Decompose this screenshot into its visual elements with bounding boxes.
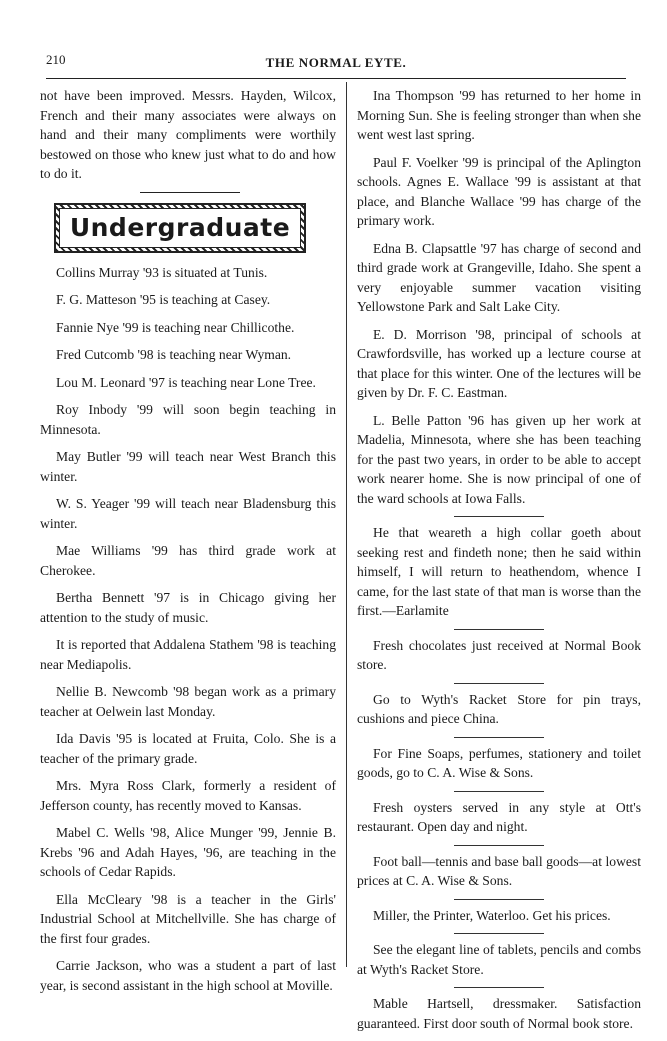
news-item: Collins Murray '93 is situated at Tunis. — [56, 264, 268, 280]
right-column — [357, 86, 641, 1041]
advertisement: Miller, the Printer, Waterloo. Get his prices. — [373, 907, 611, 923]
page-number: 210 — [46, 52, 66, 67]
separator-rule — [454, 791, 544, 792]
column-divider — [346, 82, 347, 967]
banner-title: Undergraduate — [59, 208, 301, 248]
separator-rule — [454, 933, 544, 934]
separator-rule — [454, 987, 544, 988]
news-item: It is reported that Addalena Stathem '98 is teaching near Mediapolis. — [40, 637, 336, 672]
separator-rule — [454, 845, 544, 846]
advertisement: Fresh oysters served in any style at Ott's restaurant. Open day and night. — [357, 799, 641, 834]
news-item: Mabel C. Wells '98, Alice Munger '99, Jennie B. Krebs '96 and Adah Hayes, '96, are teaching in the schools of Cedar Rapids. — [40, 825, 336, 879]
news-item: L. Belle Patton '96 has given up her work at Madelia, Minnesota, where she has been teaching for the past two years, in order to be able to accept work nearer home. She is now principal of one of the ward schools at Iowa Falls. — [357, 412, 641, 506]
separator-rule — [454, 737, 544, 738]
undergraduate-banner — [54, 203, 306, 253]
advertisement: Foot ball—tennis and base ball goods—at lowest prices at C. A. Wise & Sons. — [357, 853, 641, 888]
section-rule — [140, 192, 240, 193]
news-item: May Butler '99 will teach near West Branch this winter. — [40, 449, 336, 484]
news-item: Nellie B. Newcomb '98 began work as a primary teacher at Oelwein last Monday. — [40, 684, 336, 719]
news-item: F. G. Matteson '95 is teaching at Casey. — [56, 292, 271, 307]
news-item: Ina Thompson '99 has returned to her home in Morning Sun. She is feeling stronger than when she went west last spring. — [357, 88, 641, 142]
opening-paragraph: not have been improved. Messrs. Hayden, Wilcox, French and their many associates were always on hand and their many compliments were worthily bestowed on those who knew just what to do and how to do it. — [40, 88, 336, 181]
advertisement: See the elegant line of tablets, pencils and combs at Wyth's Racket Store. — [357, 942, 641, 977]
news-item: E. D. Morrison '98, principal of schools at Crawfordsville, has worked up a lecture course at that place for this winter. One of the lectures will be given by Dr. F. C. Eastman. — [357, 326, 641, 400]
news-item: Carrie Jackson, who was a student a part of last year, is second assistant in the high school at Moville. — [40, 958, 336, 993]
advertisement: Mable Hartsell, dressmaker. Satisfaction guaranteed. First door south of Normal book store. — [357, 996, 641, 1031]
news-item: Lou M. Leonard '97 is teaching near Lone Tree. — [56, 374, 316, 390]
advertisement: Fresh chocolates just received at Normal Book store. — [357, 637, 641, 672]
news-item: Ella McCleary '98 is a teacher in the Girls' Industrial School at Mitchellville. She has charge of the first four grades. — [40, 891, 336, 946]
news-item: Paul F. Voelker '99 is principal of the Aplington schools. Agnes E. Wallace '99 is assistant at that place, and Blanche Wallace '99 has charge of the primary work. — [357, 154, 641, 228]
news-item: Bertha Bennett '97 is in Chicago giving her attention to the study of music. — [40, 590, 336, 625]
advertisement: For Fine Soaps, perfumes, stationery and toilet goods, go to C. A. Wise & Sons. — [357, 745, 641, 780]
news-item: Mrs. Myra Ross Clark, formerly a resident of Jefferson county, has recently moved to Kansas. — [40, 778, 336, 813]
separator-rule — [454, 683, 544, 684]
news-item: Ida Davis '95 is located at Fruita, Colo. She is a teacher of the primary grade. — [40, 731, 336, 766]
separator-rule — [454, 516, 544, 517]
left-column — [40, 86, 336, 1003]
advertisement: Go to Wyth's Racket Store for pin trays, cushions and piece China. — [357, 691, 641, 726]
news-item: Fannie Nye '99 is teaching near Chillicothe. — [56, 319, 295, 335]
separator-rule — [454, 899, 544, 900]
news-item: W. S. Yeager '99 will teach near Bladensburg this winter. — [40, 496, 336, 531]
quote-paragraph: He that weareth a high collar goeth about seeking rest and findeth none; then he said within himself, I will return to heathendom, whence I came, for the last state of that man is worse than the first.—Earlamite — [357, 525, 641, 618]
news-item: Edna B. Clapsattle '97 has charge of second and third grade work at Grangeville, Idaho. She spent a very enjoyable summer vacation visiting Yellowstone Park and Salt Lake City. — [357, 240, 641, 314]
news-item: Fred Cutcomb '98 is teaching near Wyman. — [56, 347, 292, 362]
separator-rule — [454, 629, 544, 630]
news-item: Mae Williams '99 has third grade work at Cherokee. — [40, 543, 336, 578]
news-item: Roy Inbody '99 will soon begin teaching in Minnesota. — [40, 402, 336, 437]
page-header — [46, 52, 626, 79]
journal-title: THE NORMAL EYTE. — [265, 55, 407, 70]
